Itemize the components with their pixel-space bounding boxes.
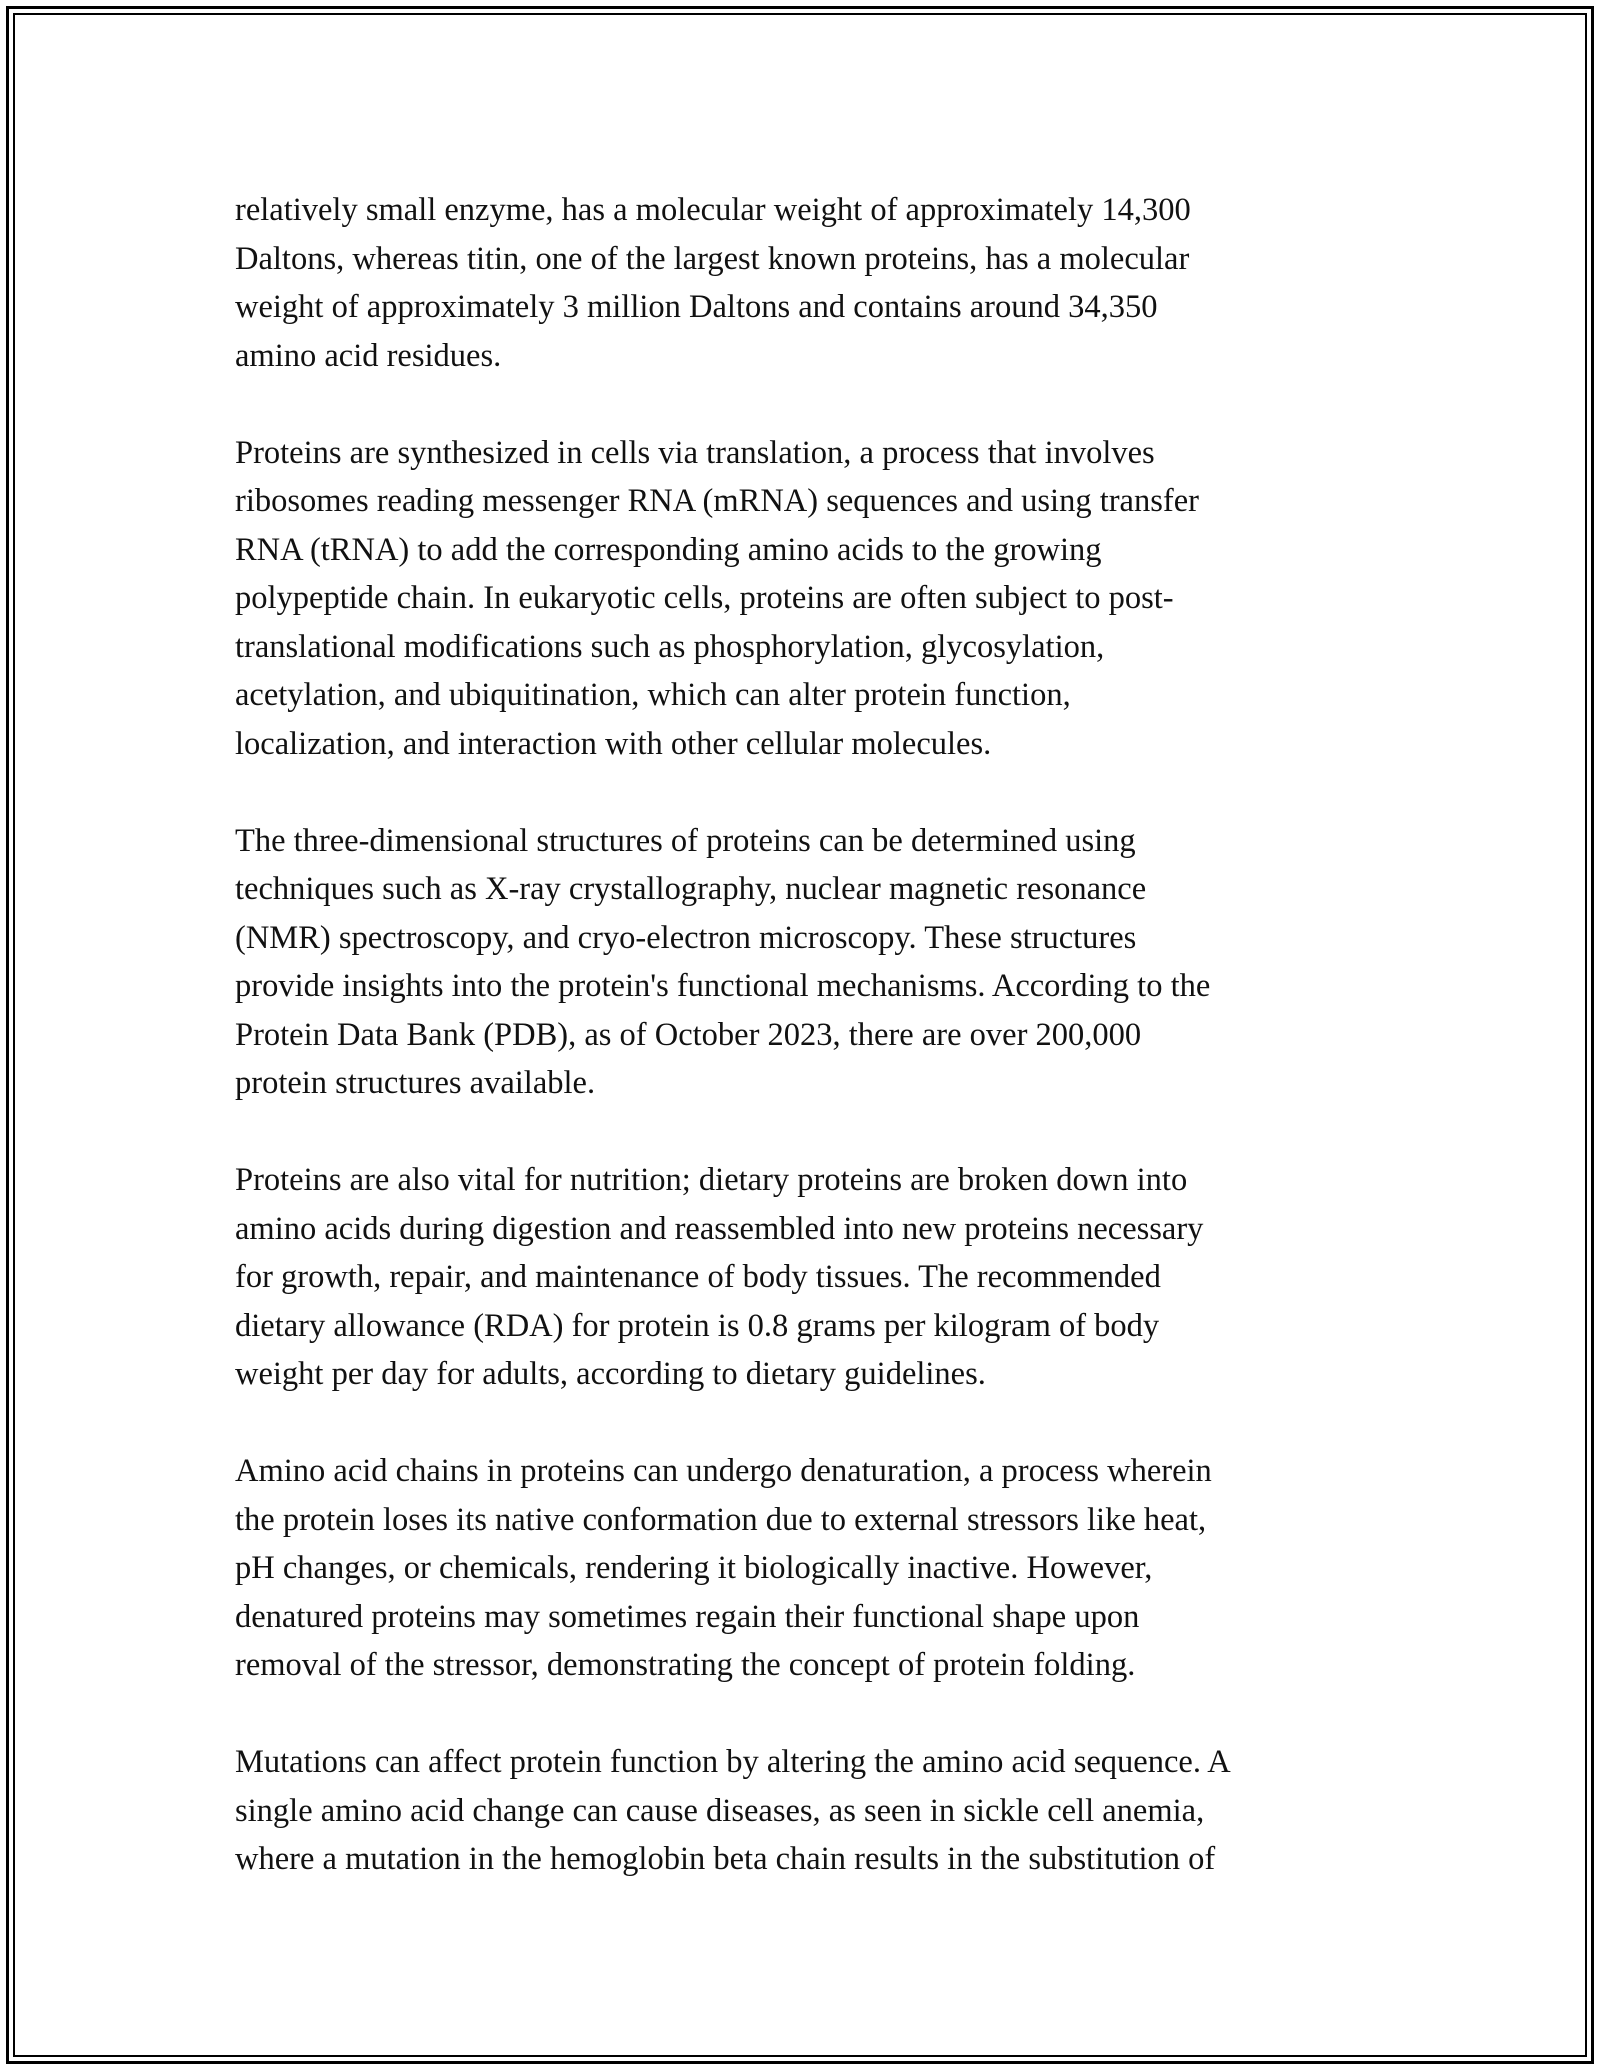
text-line: polypeptide chain. In eukaryotic cells, proteins are often subject to post- xyxy=(235,580,1174,616)
paragraph-translation xyxy=(235,429,1365,769)
text-line: Protein Data Bank (PDB), as of October 2023, there are over 200,000 xyxy=(235,1016,1142,1053)
paragraph-mutations xyxy=(235,1738,1365,1884)
text-line: amino acids during digestion and reassembled into new proteins necessary xyxy=(235,1210,1204,1247)
document-body xyxy=(235,186,1365,1884)
text-line: The three-dimensional structures of proteins can be determined using xyxy=(235,822,1136,859)
text-line: amino acid residues. xyxy=(235,337,502,374)
text-line: translational modifications such as phosphorylation, glycosylation, xyxy=(235,628,1105,665)
text-line: Proteins are also vital for nutrition; dietary proteins are broken down into xyxy=(235,1162,1188,1198)
text-line: pH changes, or chemicals, rendering it biologically inactive. However, xyxy=(235,1550,1153,1586)
text-line: relatively small enzyme, has a molecular weight of approximately 14,300 xyxy=(235,192,1191,228)
text-line: techniques such as X-ray crystallography, nuclear magnetic resonance xyxy=(235,871,1147,907)
text-line: single amino acid change can cause diseases, as seen in sickle cell anemia, xyxy=(235,1792,1205,1829)
text-line: weight per day for adults, according to dietary guidelines. xyxy=(235,1356,986,1392)
text-line: localization, and interaction with other cellular molecules. xyxy=(235,725,992,762)
text-line: where a mutation in the hemoglobin beta chain results in the substitution of xyxy=(235,1841,1216,1877)
text-line: Mutations can affect protein function by altering the amino acid sequence. A xyxy=(235,1744,1231,1780)
paragraph-nutrition xyxy=(235,1156,1365,1399)
text-line: acetylation, and ubiquitination, which can alter protein function, xyxy=(235,677,1071,713)
text-line: (NMR) spectroscopy, and cryo-electron microscopy. These structures xyxy=(235,919,1137,956)
text-line: removal of the stressor, demonstrating the concept of protein folding. xyxy=(235,1647,1136,1683)
text-line: RNA (tRNA) to add the corresponding amino acids to the growing xyxy=(235,531,1102,568)
text-line: provide insights into the protein's functional mechanisms. According to the xyxy=(235,968,1211,1004)
text-line: protein structures available. xyxy=(235,1065,596,1101)
text-line: denatured proteins may sometimes regain their functional shape upon xyxy=(235,1598,1140,1635)
text-line: for growth, repair, and maintenance of body tissues. The recommended xyxy=(235,1259,1161,1295)
paragraph-structures xyxy=(235,817,1365,1108)
paragraph-molecular-weight xyxy=(235,186,1365,380)
text-line: dietary allowance (RDA) for protein is 0.8 grams per kilogram of body xyxy=(235,1307,1160,1344)
text-line: weight of approximately 3 million Daltons and contains around 34,350 xyxy=(235,289,1158,325)
paragraph-denaturation xyxy=(235,1447,1365,1690)
text-line: ribosomes reading messenger RNA (mRNA) sequences and using transfer xyxy=(235,483,1199,519)
text-line: Proteins are synthesized in cells via translation, a process that involves xyxy=(235,434,1155,471)
text-line: the protein loses its native conformation due to external stressors like heat, xyxy=(235,1501,1207,1538)
text-line: Daltons, whereas titin, one of the largest known proteins, has a molecular xyxy=(235,240,1190,277)
text-line: Amino acid chains in proteins can undergo denaturation, a process wherein xyxy=(235,1453,1212,1489)
